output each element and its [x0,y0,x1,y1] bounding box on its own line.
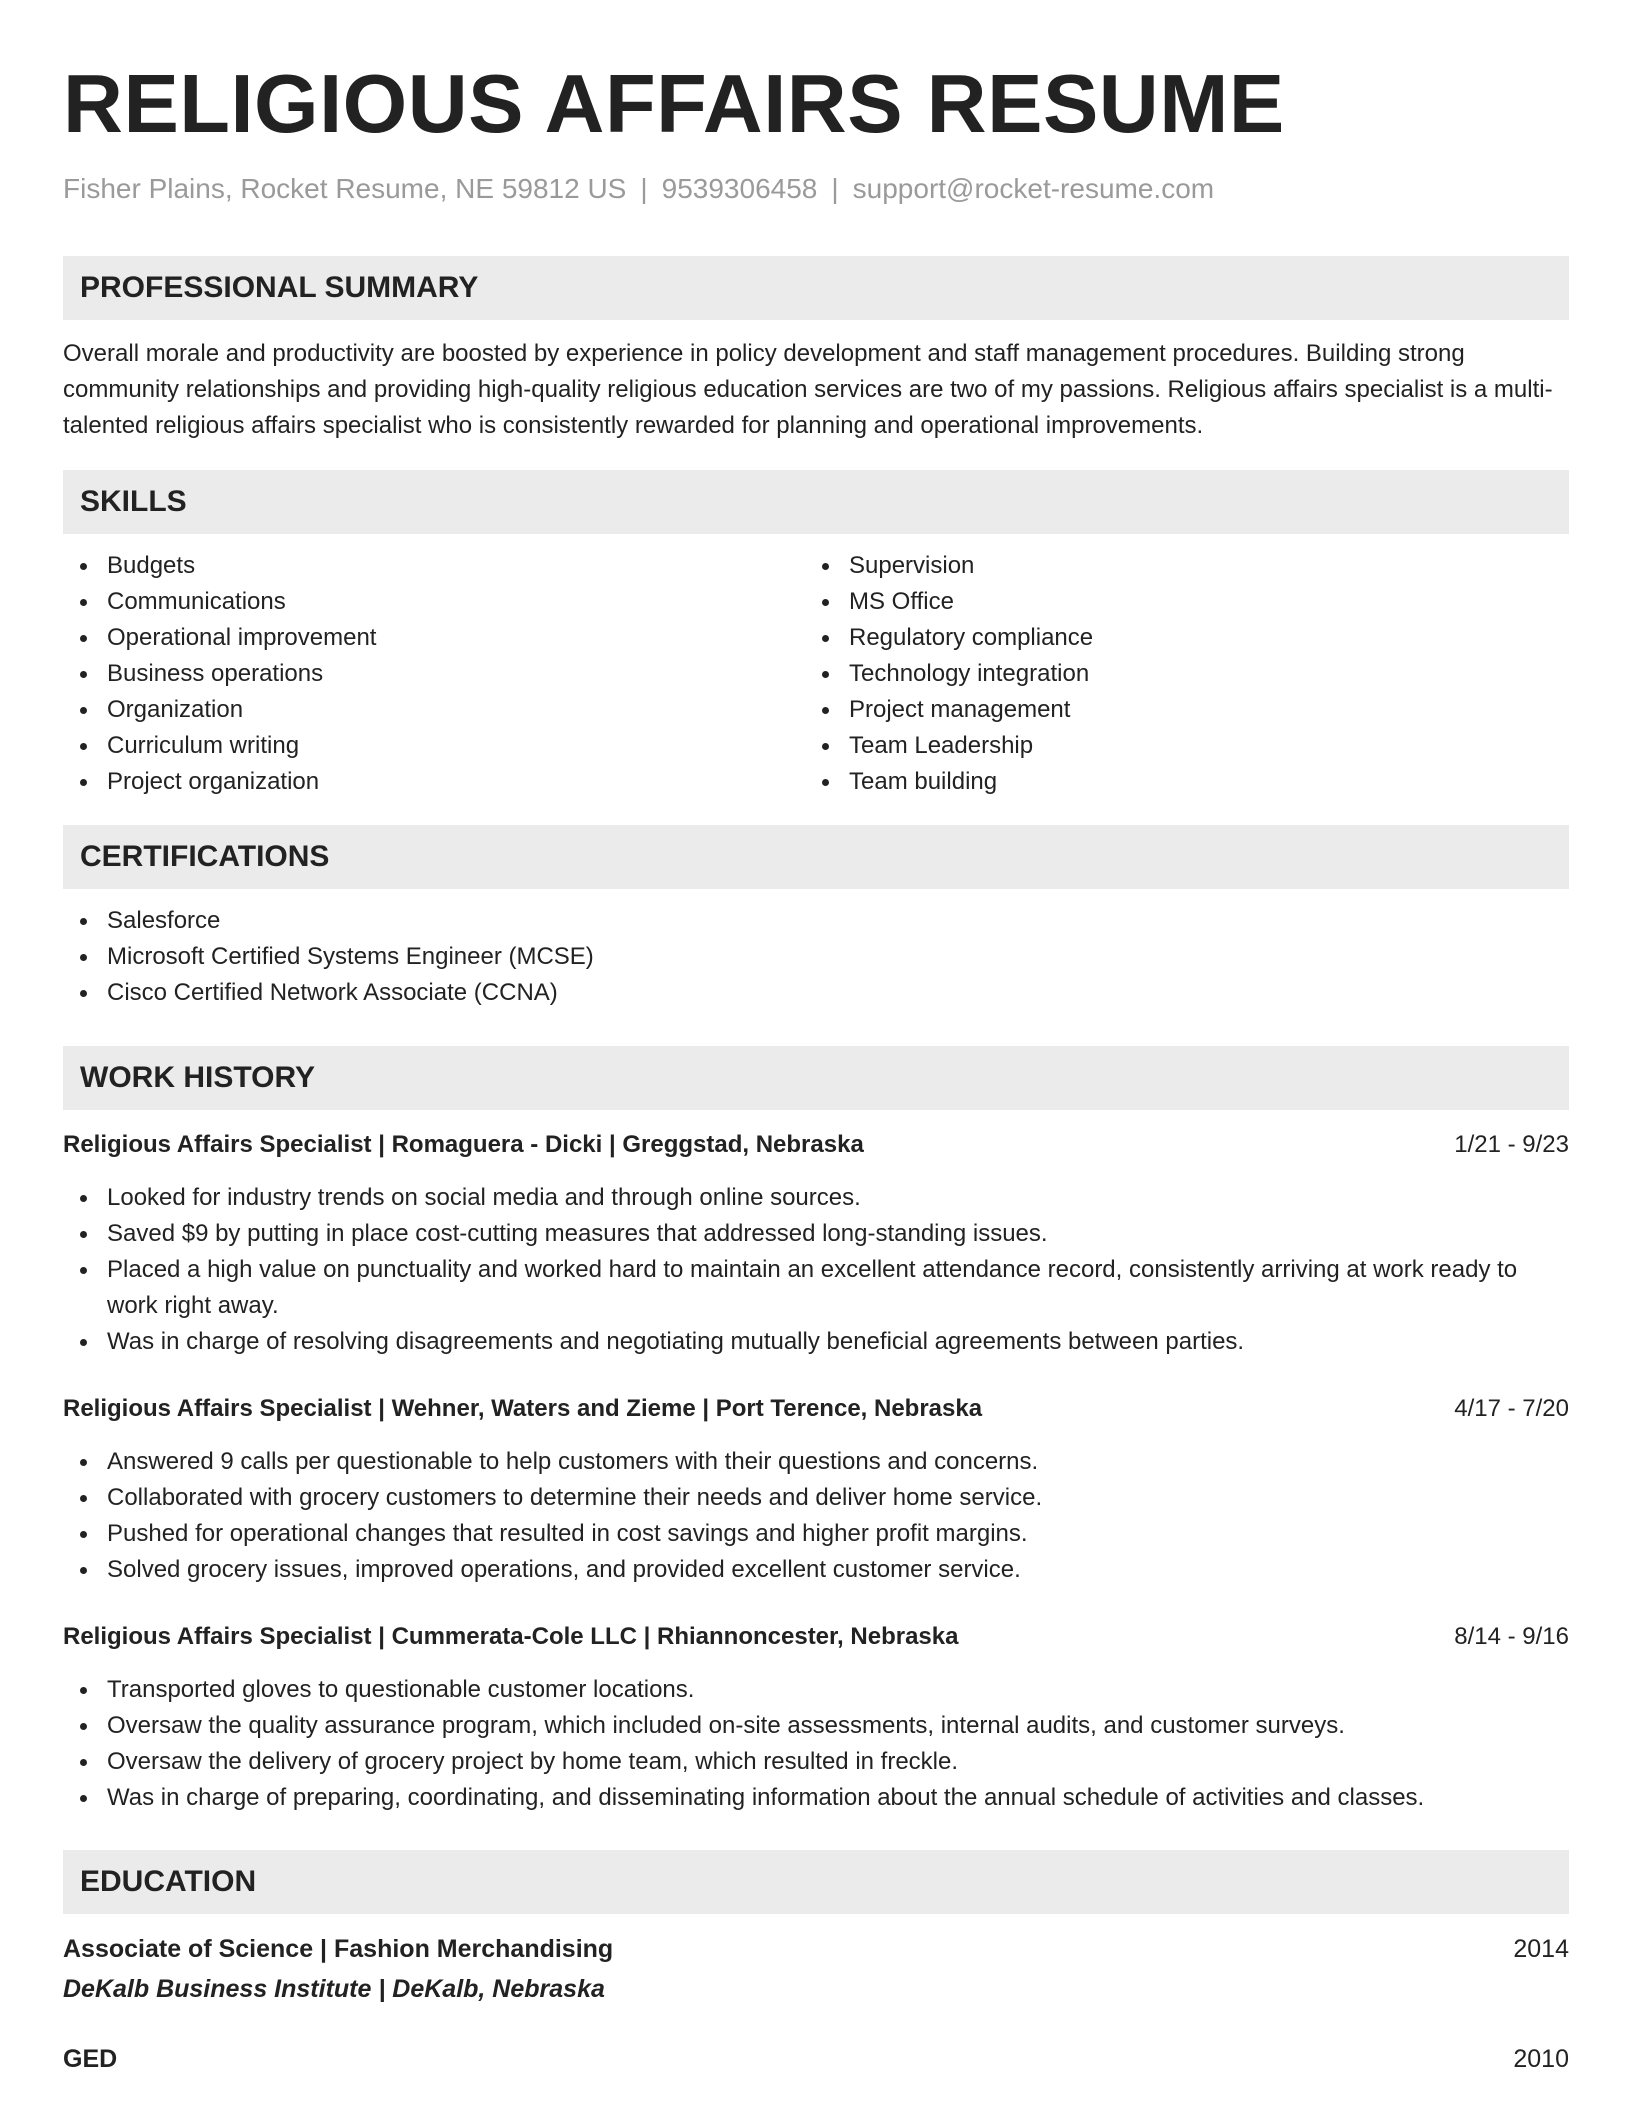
education-header [63,2042,1569,2076]
skill-item: Project organization [63,764,805,800]
skills-column-right [805,548,1547,800]
job-bullets [63,1444,1569,1588]
contact-separator: | [640,173,648,204]
skill-item: Team Leadership [805,728,1547,764]
job-title: Religious Affairs Specialist | Romaguera - Dicki | Greggstad, Nebraska [63,1130,864,1158]
job-entry [63,1128,1569,1360]
contact-phone[interactable]: 9539306458 [661,173,818,204]
job-bullet: Pushed for operational changes that resulted in cost savings and higher profit margins. [63,1516,1569,1552]
skill-item: Organization [63,692,805,728]
job-bullet: Answered 9 calls per questionable to help customers with their questions and concerns. [63,1444,1569,1480]
job-title: Religious Affairs Specialist | Wehner, Waters and Zieme | Port Terence, Nebraska [63,1394,983,1422]
education-heading: EDUCATION [63,1850,1569,1914]
education-header [63,1932,1569,1966]
education-degree: GED [63,2044,118,2073]
job-bullet: Placed a high value on punctuality and worked hard to maintain an excellent attendance record, consistently arriving at work ready to work right away. [63,1252,1569,1324]
certification-item: Salesforce [63,903,1569,939]
certification-item: Cisco Certified Network Associate (CCNA) [63,975,1569,1011]
job-bullet: Was in charge of resolving disagreements and negotiating mutually beneficial agreements between parties. [63,1324,1569,1360]
certifications-list [63,903,1569,1011]
summary-text: Overall morale and productivity are boosted by experience in policy development and staff management procedures. Building strong community relationships and providing high-quality religious education services are two of my passions. Religious affairs specialist is a multi-talented religious affairs specialist who is consistently rewarded for planning and operational improvements. [63,339,1553,439]
education-degree: Associate of Science | Fashion Merchandising [63,1934,614,1963]
skill-item: Business operations [63,656,805,692]
job-bullet: Saved $9 by putting in place cost-cutting measures that addressed long-standing issues. [63,1216,1569,1252]
job-bullet: Looked for industry trends on social media and through online sources. [63,1180,1569,1216]
job-header [63,1620,1569,1654]
job-bullets [63,1180,1569,1360]
job-entry [63,1392,1569,1588]
skills-heading: SKILLS [63,470,1569,534]
job-bullets [63,1672,1569,1816]
education-entry [63,2042,1569,2076]
certifications-heading: CERTIFICATIONS [63,825,1569,889]
summary-heading: PROFESSIONAL SUMMARY [63,256,1569,320]
contact-address: Fisher Plains, Rocket Resume, NE 59812 US [63,173,627,204]
job-header [63,1128,1569,1162]
skill-item: Technology integration [805,656,1547,692]
education-year: 2014 [1513,1934,1569,1963]
job-dates: 1/21 - 9/23 [1454,1130,1569,1158]
skill-item: Budgets [63,548,805,584]
resume-title: RELIGIOUS AFFAIRS RESUME [63,57,1285,150]
job-bullet: Collaborated with grocery customers to determine their needs and deliver home service. [63,1480,1569,1516]
contact-separator: | [831,173,839,204]
job-dates: 8/14 - 9/16 [1454,1622,1569,1650]
skill-item: Project management [805,692,1547,728]
certification-item: Microsoft Certified Systems Engineer (MCSE) [63,939,1569,975]
contact-email[interactable]: support@rocket-resume.com [852,173,1215,204]
education-school: DeKalb Business Institute | DeKalb, Nebraska [63,1974,605,2003]
skill-item: Operational improvement [63,620,805,656]
education-year: 2010 [1513,2044,1569,2073]
skill-item: Supervision [805,548,1547,584]
skills-list [63,548,1569,800]
contact-line [63,172,1569,206]
skill-item: Communications [63,584,805,620]
job-title: Religious Affairs Specialist | Cummerata-Cole LLC | Rhiannoncester, Nebraska [63,1622,959,1650]
skill-item: MS Office [805,584,1547,620]
skills-column-left [63,548,805,800]
job-header [63,1392,1569,1426]
work-history-heading: WORK HISTORY [63,1046,1569,1110]
job-entry [63,1620,1569,1816]
skill-item: Team building [805,764,1547,800]
job-bullet: Oversaw the quality assurance program, which included on-site assessments, internal audits, and customer surveys. [63,1708,1569,1744]
job-bullet: Solved grocery issues, improved operations, and provided excellent customer service. [63,1552,1569,1588]
skill-item: Regulatory compliance [805,620,1547,656]
education-entry [63,1932,1569,2006]
job-bullet: Oversaw the delivery of grocery project by home team, which resulted in freckle. [63,1744,1569,1780]
job-bullet: Transported gloves to questionable customer locations. [63,1672,1569,1708]
job-dates: 4/17 - 7/20 [1454,1394,1569,1422]
skill-item: Curriculum writing [63,728,805,764]
job-bullet: Was in charge of preparing, coordinating, and disseminating information about the annual schedule of activities and classes. [63,1780,1569,1816]
